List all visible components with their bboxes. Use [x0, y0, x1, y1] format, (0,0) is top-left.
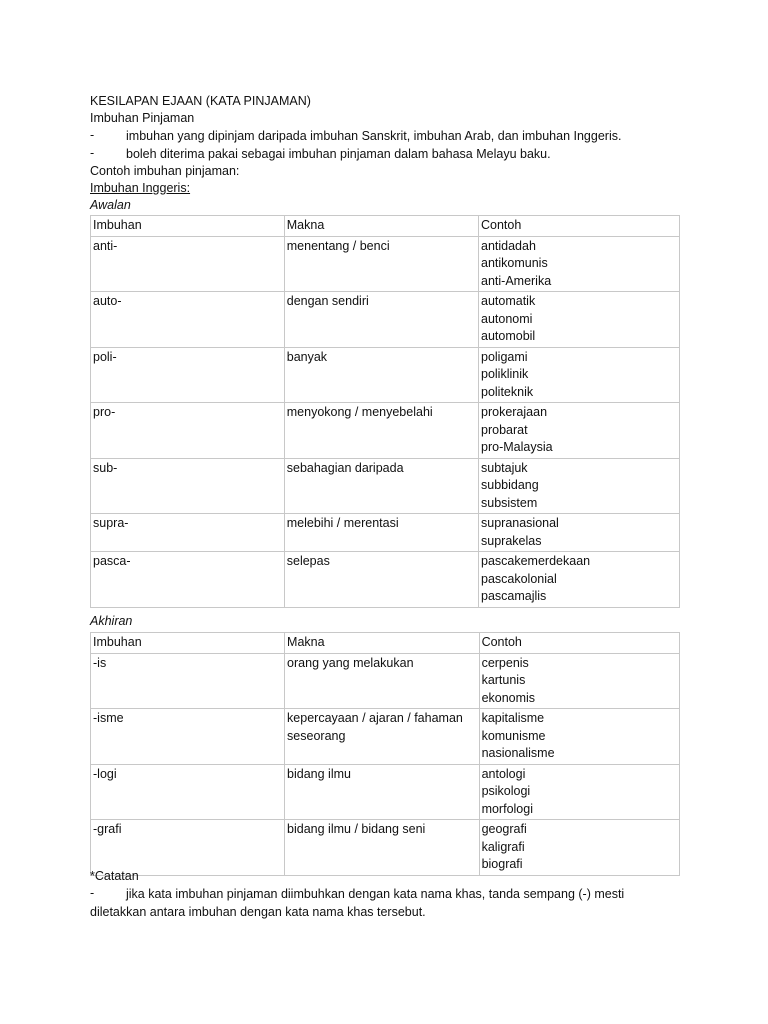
table-row: [91, 653, 680, 709]
imbuhan-cell: -grafi: [91, 820, 285, 876]
contoh-cell: [479, 653, 679, 709]
example-word: komunisme: [481, 728, 546, 743]
example-word: nasionalisme: [481, 746, 555, 760]
document-title: KESILAPAN EJAAN (KATA PINJAMAN): [90, 94, 311, 108]
column-header: Contoh: [479, 216, 680, 237]
note-label: *Catatan: [90, 869, 139, 883]
table-row: [91, 458, 680, 514]
example-word: subtajuk: [481, 460, 528, 475]
example-word: subbidang: [481, 478, 539, 492]
bullet-marker: -: [90, 128, 95, 142]
example-word: psikologi: [481, 784, 531, 798]
note-text: jika kata imbuhan pinjaman diimbuhkan dengan kata nama khas, tanda sempang (-) mesti: [126, 887, 625, 901]
example-word: ekonomis: [481, 690, 536, 705]
example-word: anti-Amerika: [481, 273, 552, 288]
contoh-cell: [479, 820, 679, 876]
example-word: poligami: [481, 349, 528, 364]
makna-cell: selepas: [284, 552, 478, 608]
makna-cell: melebihi / merentasi: [284, 514, 478, 552]
example-word: automobil: [481, 329, 536, 343]
example-intro: Contoh imbuhan pinjaman:: [90, 164, 240, 178]
imbuhan-cell: pasca-: [91, 552, 285, 608]
column-header: Contoh: [479, 633, 679, 654]
table-row: [91, 764, 680, 820]
contoh-cell: [479, 709, 679, 765]
bullet-marker: -: [90, 146, 95, 160]
example-word: antidadah: [481, 238, 536, 253]
english-heading: Imbuhan Inggeris:: [90, 181, 191, 195]
column-header: Makna: [284, 216, 478, 237]
awalan-heading: Awalan: [90, 198, 131, 212]
awalan-table: [90, 215, 680, 608]
makna-cell: orang yang melakukan: [285, 653, 480, 709]
example-word: antikomunis: [481, 256, 548, 270]
table-row: [91, 820, 680, 876]
table-row: [91, 236, 680, 292]
contoh-cell: [479, 236, 680, 292]
example-word: prokerajaan: [481, 405, 548, 419]
example-word: morfologi: [481, 801, 533, 816]
example-word: pascamajlis: [481, 589, 547, 603]
example-word: subsistem: [481, 495, 538, 510]
example-word: probarat: [481, 422, 528, 437]
imbuhan-cell: supra-: [91, 514, 285, 552]
contoh-cell: [479, 403, 680, 459]
imbuhan-cell: -logi: [91, 764, 285, 820]
makna-cell: dengan sendiri: [284, 292, 478, 348]
makna-cell: bidang ilmu / bidang seni: [285, 820, 480, 876]
table-header-row: [91, 633, 680, 654]
akhiran-table: [90, 632, 680, 876]
makna-cell: sebahagian daripada: [284, 458, 478, 514]
imbuhan-cell: pro-: [91, 403, 285, 459]
imbuhan-cell: anti-: [91, 236, 285, 292]
table-row: [91, 552, 680, 608]
section-title: Imbuhan Pinjaman: [90, 111, 195, 125]
makna-cell: bidang ilmu: [285, 764, 480, 820]
note-text-continued: diletakkan antara imbuhan dengan kata nama khas tersebut.: [90, 905, 426, 919]
example-word: kapitalisme: [481, 711, 545, 725]
column-header: Makna: [285, 633, 480, 654]
imbuhan-cell: -isme: [91, 709, 285, 765]
example-word: biografi: [481, 857, 523, 871]
table-row: [91, 347, 680, 403]
column-header: Imbuhan: [91, 633, 285, 654]
example-word: pascakolonial: [481, 571, 557, 586]
contoh-cell: [479, 552, 680, 608]
example-word: kaligrafi: [481, 839, 525, 854]
example-word: cerpenis: [481, 655, 529, 670]
example-word: autonomi: [481, 311, 533, 326]
imbuhan-cell: poli-: [91, 347, 285, 403]
example-word: pascakemerdekaan: [481, 554, 591, 568]
example-word: automatik: [481, 294, 536, 308]
example-word: suprakelas: [481, 533, 542, 548]
table-row: [91, 514, 680, 552]
makna-cell: menentang / benci: [284, 236, 478, 292]
imbuhan-cell: -is: [91, 653, 285, 709]
table-header-row: [91, 216, 680, 237]
makna-cell: kepercayaan / ajaran / fahaman seseorang: [285, 709, 480, 765]
contoh-cell: [479, 347, 680, 403]
example-word: supranasional: [481, 516, 559, 530]
akhiran-heading: Akhiran: [90, 614, 133, 628]
example-word: politeknik: [481, 384, 534, 399]
contoh-cell: [479, 514, 680, 552]
bullet-marker: -: [90, 886, 95, 900]
table-row: [91, 403, 680, 459]
contoh-cell: [479, 458, 680, 514]
example-word: pro-Malaysia: [481, 440, 553, 454]
column-header: Imbuhan: [91, 216, 285, 237]
example-word: geografi: [481, 822, 527, 836]
example-word: antologi: [481, 766, 526, 781]
makna-cell: menyokong / menyebelahi: [284, 403, 478, 459]
imbuhan-cell: auto-: [91, 292, 285, 348]
contoh-cell: [479, 764, 679, 820]
table-row: [91, 709, 680, 765]
bullet-text: imbuhan yang dipinjam daripada imbuhan Sanskrit, imbuhan Arab, dan imbuhan Inggeris.: [126, 129, 622, 143]
imbuhan-cell: sub-: [91, 458, 285, 514]
bullet-text: boleh diterima pakai sebagai imbuhan pinjaman dalam bahasa Melayu baku.: [126, 147, 551, 161]
makna-cell: banyak: [284, 347, 478, 403]
example-word: kartunis: [481, 673, 526, 687]
contoh-cell: [479, 292, 680, 348]
table-row: [91, 292, 680, 348]
example-word: poliklinik: [481, 367, 529, 381]
